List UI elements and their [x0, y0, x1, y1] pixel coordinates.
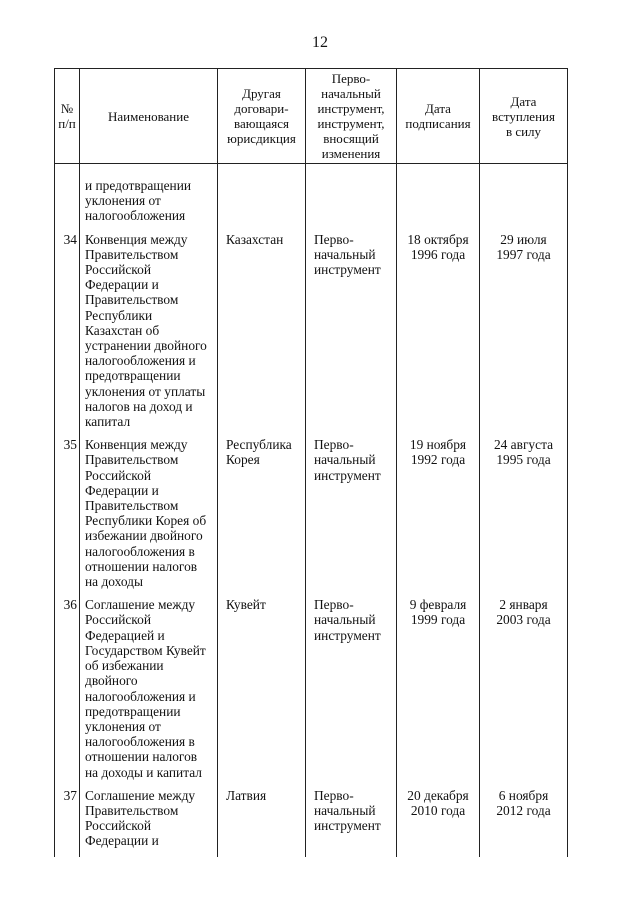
text-line: Федерации и [85, 482, 159, 498]
text-line: юрисдикция [227, 131, 296, 146]
text-line: Правительством [85, 292, 179, 308]
text-line: Федерации и [85, 833, 159, 849]
text-line: Правительством [85, 246, 179, 262]
text-line: 1996 года [410, 246, 466, 262]
text-line: № [60, 101, 74, 116]
table-row [55, 788, 568, 857]
text-line: 2010 года [410, 802, 466, 818]
text-line: предотвращении [85, 368, 181, 384]
cell-signed [397, 788, 480, 857]
page-number: 12 [312, 34, 328, 51]
text-line: уклонения от [85, 718, 161, 734]
text-line: налогообложения в [85, 543, 195, 559]
text-line: инструмент [314, 467, 381, 483]
cell-name [80, 164, 218, 232]
header-num [55, 69, 80, 164]
text-line: инструмент [314, 262, 381, 278]
cell-num: 34 [55, 232, 80, 438]
cell-jurisdiction [218, 164, 306, 232]
text-line: Кувейт [226, 597, 266, 613]
text-line: и предотвращении [85, 178, 192, 193]
text-line: вающаяся [234, 116, 289, 131]
cell-effective [480, 437, 568, 597]
text-line: Перво- [314, 787, 354, 803]
text-line: налогообложения [85, 208, 186, 224]
cell-signed [397, 164, 480, 232]
text-line: устранении двойного [85, 338, 207, 354]
cell-jurisdiction [218, 232, 306, 438]
text-line: избежании двойного [85, 528, 203, 544]
cell-instrument [306, 164, 397, 232]
text-line: инструмент, [317, 116, 385, 131]
text-line: 2003 года [496, 612, 551, 628]
text-line: 1999 года [410, 612, 466, 628]
text-line: отношении налогов [85, 749, 198, 765]
text-line: Казахстан об [85, 322, 160, 338]
text-line: 2012 года [496, 802, 551, 818]
text-line: уклонения от [85, 193, 161, 209]
text-line: 2 января [499, 597, 548, 613]
header-signed [397, 69, 480, 164]
text-line: Правительством [85, 802, 179, 818]
text-line: 1995 года [496, 452, 551, 468]
text-line: Республика [226, 437, 292, 453]
text-line: начальный [321, 86, 381, 101]
text-line: 24 августа [493, 437, 554, 453]
text-line: Наименование [108, 108, 189, 124]
header-instrument [306, 69, 397, 164]
text-line: 6 ноября [498, 787, 549, 803]
cell-effective [480, 597, 568, 787]
text-line: Российской [85, 467, 151, 483]
text-line: капитал [85, 414, 131, 430]
text-line: Перво- [314, 437, 354, 453]
cell-effective [480, 788, 568, 857]
text-line: Федерации и [85, 277, 159, 293]
cell-jurisdiction [218, 597, 306, 787]
text-line: Перво- [314, 231, 354, 247]
text-line: налогообложения в [85, 734, 195, 750]
header-effective [480, 69, 568, 164]
text-line: Конвенция между [85, 231, 188, 247]
text-line: инструмент [314, 818, 381, 834]
header-jurisdiction [218, 69, 306, 164]
text-line: Казахстан [226, 231, 284, 247]
text-line: Республики [85, 307, 153, 323]
cell-jurisdiction [218, 437, 306, 597]
text-line: об избежании [85, 658, 164, 674]
cell-effective [480, 164, 568, 232]
text-line: изменения [321, 146, 381, 161]
text-line: налогов на доход и [85, 398, 193, 414]
text-line: Федерацией и [85, 627, 165, 643]
cell-signed [397, 232, 480, 438]
continuation-row [55, 164, 568, 232]
text-line: Соглашение между [85, 787, 196, 803]
text-line: двойного [85, 673, 138, 689]
text-line: Правительством [85, 498, 179, 514]
text-line: договари- [234, 101, 289, 116]
treaty-table [54, 68, 568, 857]
cell-name [80, 232, 218, 438]
text-line: Перво- [314, 597, 354, 613]
table-row [55, 597, 568, 787]
text-line: подписания [405, 116, 471, 131]
text-line: инструмент [314, 627, 381, 643]
text-line: Соглашение между [85, 597, 196, 613]
text-line: п/п [58, 116, 76, 131]
cell-num: 37 [55, 788, 80, 857]
text-line: уклонения от уплаты [85, 383, 206, 399]
cell-name [80, 597, 218, 787]
cell-instrument [306, 232, 397, 438]
text-line: 20 декабря [407, 787, 469, 803]
cell-instrument [306, 788, 397, 857]
cell-instrument [306, 437, 397, 597]
text-line: Правительством [85, 452, 179, 468]
cell-signed [397, 597, 480, 787]
text-line: в силу [505, 123, 542, 139]
text-line: Республики Корея об [85, 513, 207, 529]
text-line: Латвия [226, 787, 267, 803]
text-line: налогообложения и [85, 353, 196, 369]
text-line: отношении налогов [85, 558, 198, 574]
text-line: Российской [85, 612, 151, 628]
text-line: на доходы [85, 574, 143, 590]
text-line: инструмент, [317, 101, 385, 116]
text-line: Конвенция между [85, 437, 188, 453]
cell-name [80, 437, 218, 597]
text-line: Российской [85, 262, 151, 278]
text-line: Дата [425, 101, 451, 116]
cell-instrument [306, 597, 397, 787]
cell-signed [397, 437, 480, 597]
text-line: вносящий [323, 131, 379, 146]
cell-num [55, 164, 80, 232]
text-line: 1992 года [410, 452, 466, 468]
cell-effective [480, 232, 568, 438]
text-line: начальный [314, 612, 376, 628]
text-line: 29 июля [500, 231, 547, 247]
table-row [55, 232, 568, 438]
text-line: Перво- [331, 71, 371, 86]
table-header-row [55, 69, 568, 164]
cell-num: 35 [55, 437, 80, 597]
cell-jurisdiction [218, 788, 306, 857]
cell-num: 36 [55, 597, 80, 787]
header-name [80, 69, 218, 164]
text-line: налогообложения и [85, 688, 196, 704]
text-line: начальный [314, 452, 376, 468]
text-line: начальный [314, 802, 376, 818]
cell-name [80, 788, 218, 857]
text-line: предотвращении [85, 703, 181, 719]
text-line: Корея [226, 452, 260, 468]
text-line: Государством Кувейт [85, 642, 206, 658]
text-line: Российской [85, 818, 151, 834]
text-line: вступления [492, 108, 555, 124]
table-row [55, 437, 568, 597]
text-line: начальный [314, 246, 376, 262]
text-line: на доходы и капитал [85, 764, 202, 780]
text-line: 19 ноября [409, 437, 467, 453]
text-line: Дата [510, 93, 537, 109]
text-line: 18 октября [407, 231, 469, 247]
text-line: Другая [242, 86, 281, 101]
text-line: 1997 года [496, 246, 551, 262]
text-line: 9 февраля [409, 597, 467, 613]
